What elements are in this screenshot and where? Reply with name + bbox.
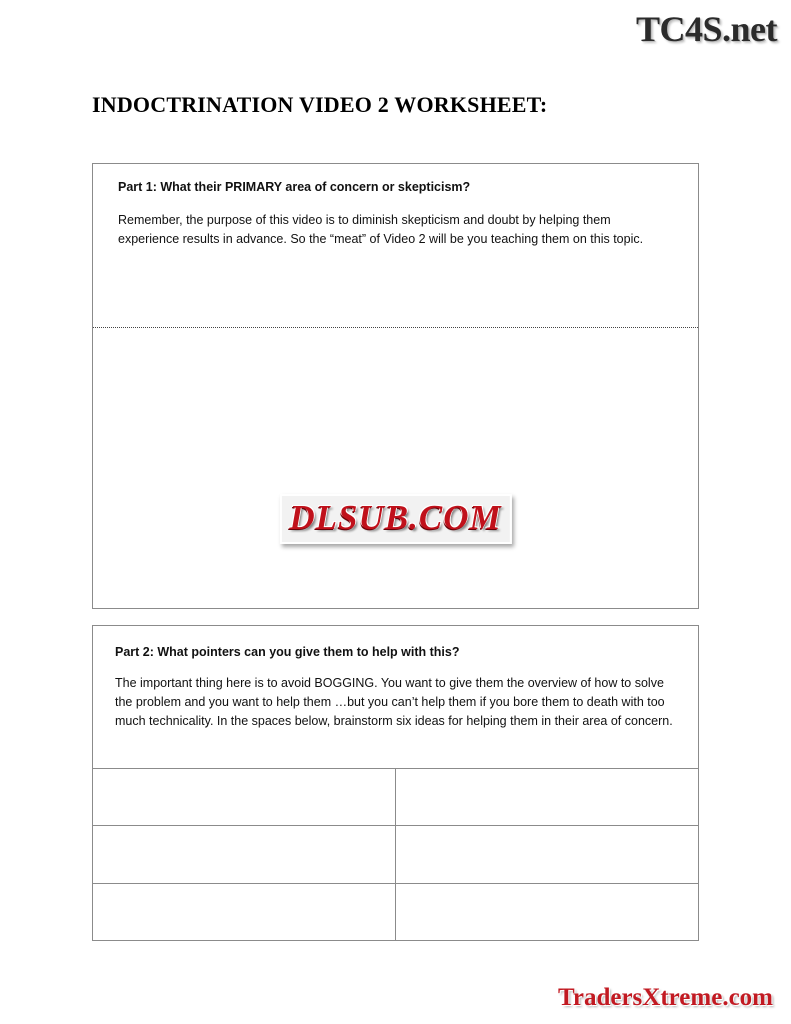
tc4s-watermark: TC4S.net (635, 9, 777, 49)
part-1-heading: Part 1: What their PRIMARY area of concern or skepticism? (118, 180, 471, 194)
part-2-body-text: The important thing here is to avoid BOGGING. You want to give them the overview of how to solve the problem and you want to help them …but you can’t help them if you bore them to death with too much technicality. In the spaces below, brainstorm six ideas for helping them in their area of concern. (115, 676, 673, 728)
part-2-heading: Part 2: What pointers can you give them to help with this? (115, 645, 460, 659)
answer-cell[interactable] (93, 768, 396, 825)
part-1-body-text: Remember, the purpose of this video is to diminish skepticism and doubt by helping them experience results in advance. So the “meat” of Video 2 will be you teaching them on this topic. (118, 213, 644, 246)
dlsub-watermark: DLSUB.COM (279, 494, 511, 544)
answer-cell[interactable] (93, 883, 396, 940)
answer-cell[interactable] (93, 825, 396, 882)
part-2-section (92, 625, 699, 941)
answer-cell[interactable] (396, 825, 699, 882)
part-1-dotted-divider (93, 327, 698, 328)
answer-cell[interactable] (396, 768, 699, 825)
answer-cell[interactable] (396, 883, 699, 940)
tradersxtreme-watermark: TradersXtreme.com (558, 984, 773, 1011)
page-title: INDOCTRINATION VIDEO 2 WORKSHEET: (92, 92, 548, 117)
answer-grid (93, 768, 698, 940)
